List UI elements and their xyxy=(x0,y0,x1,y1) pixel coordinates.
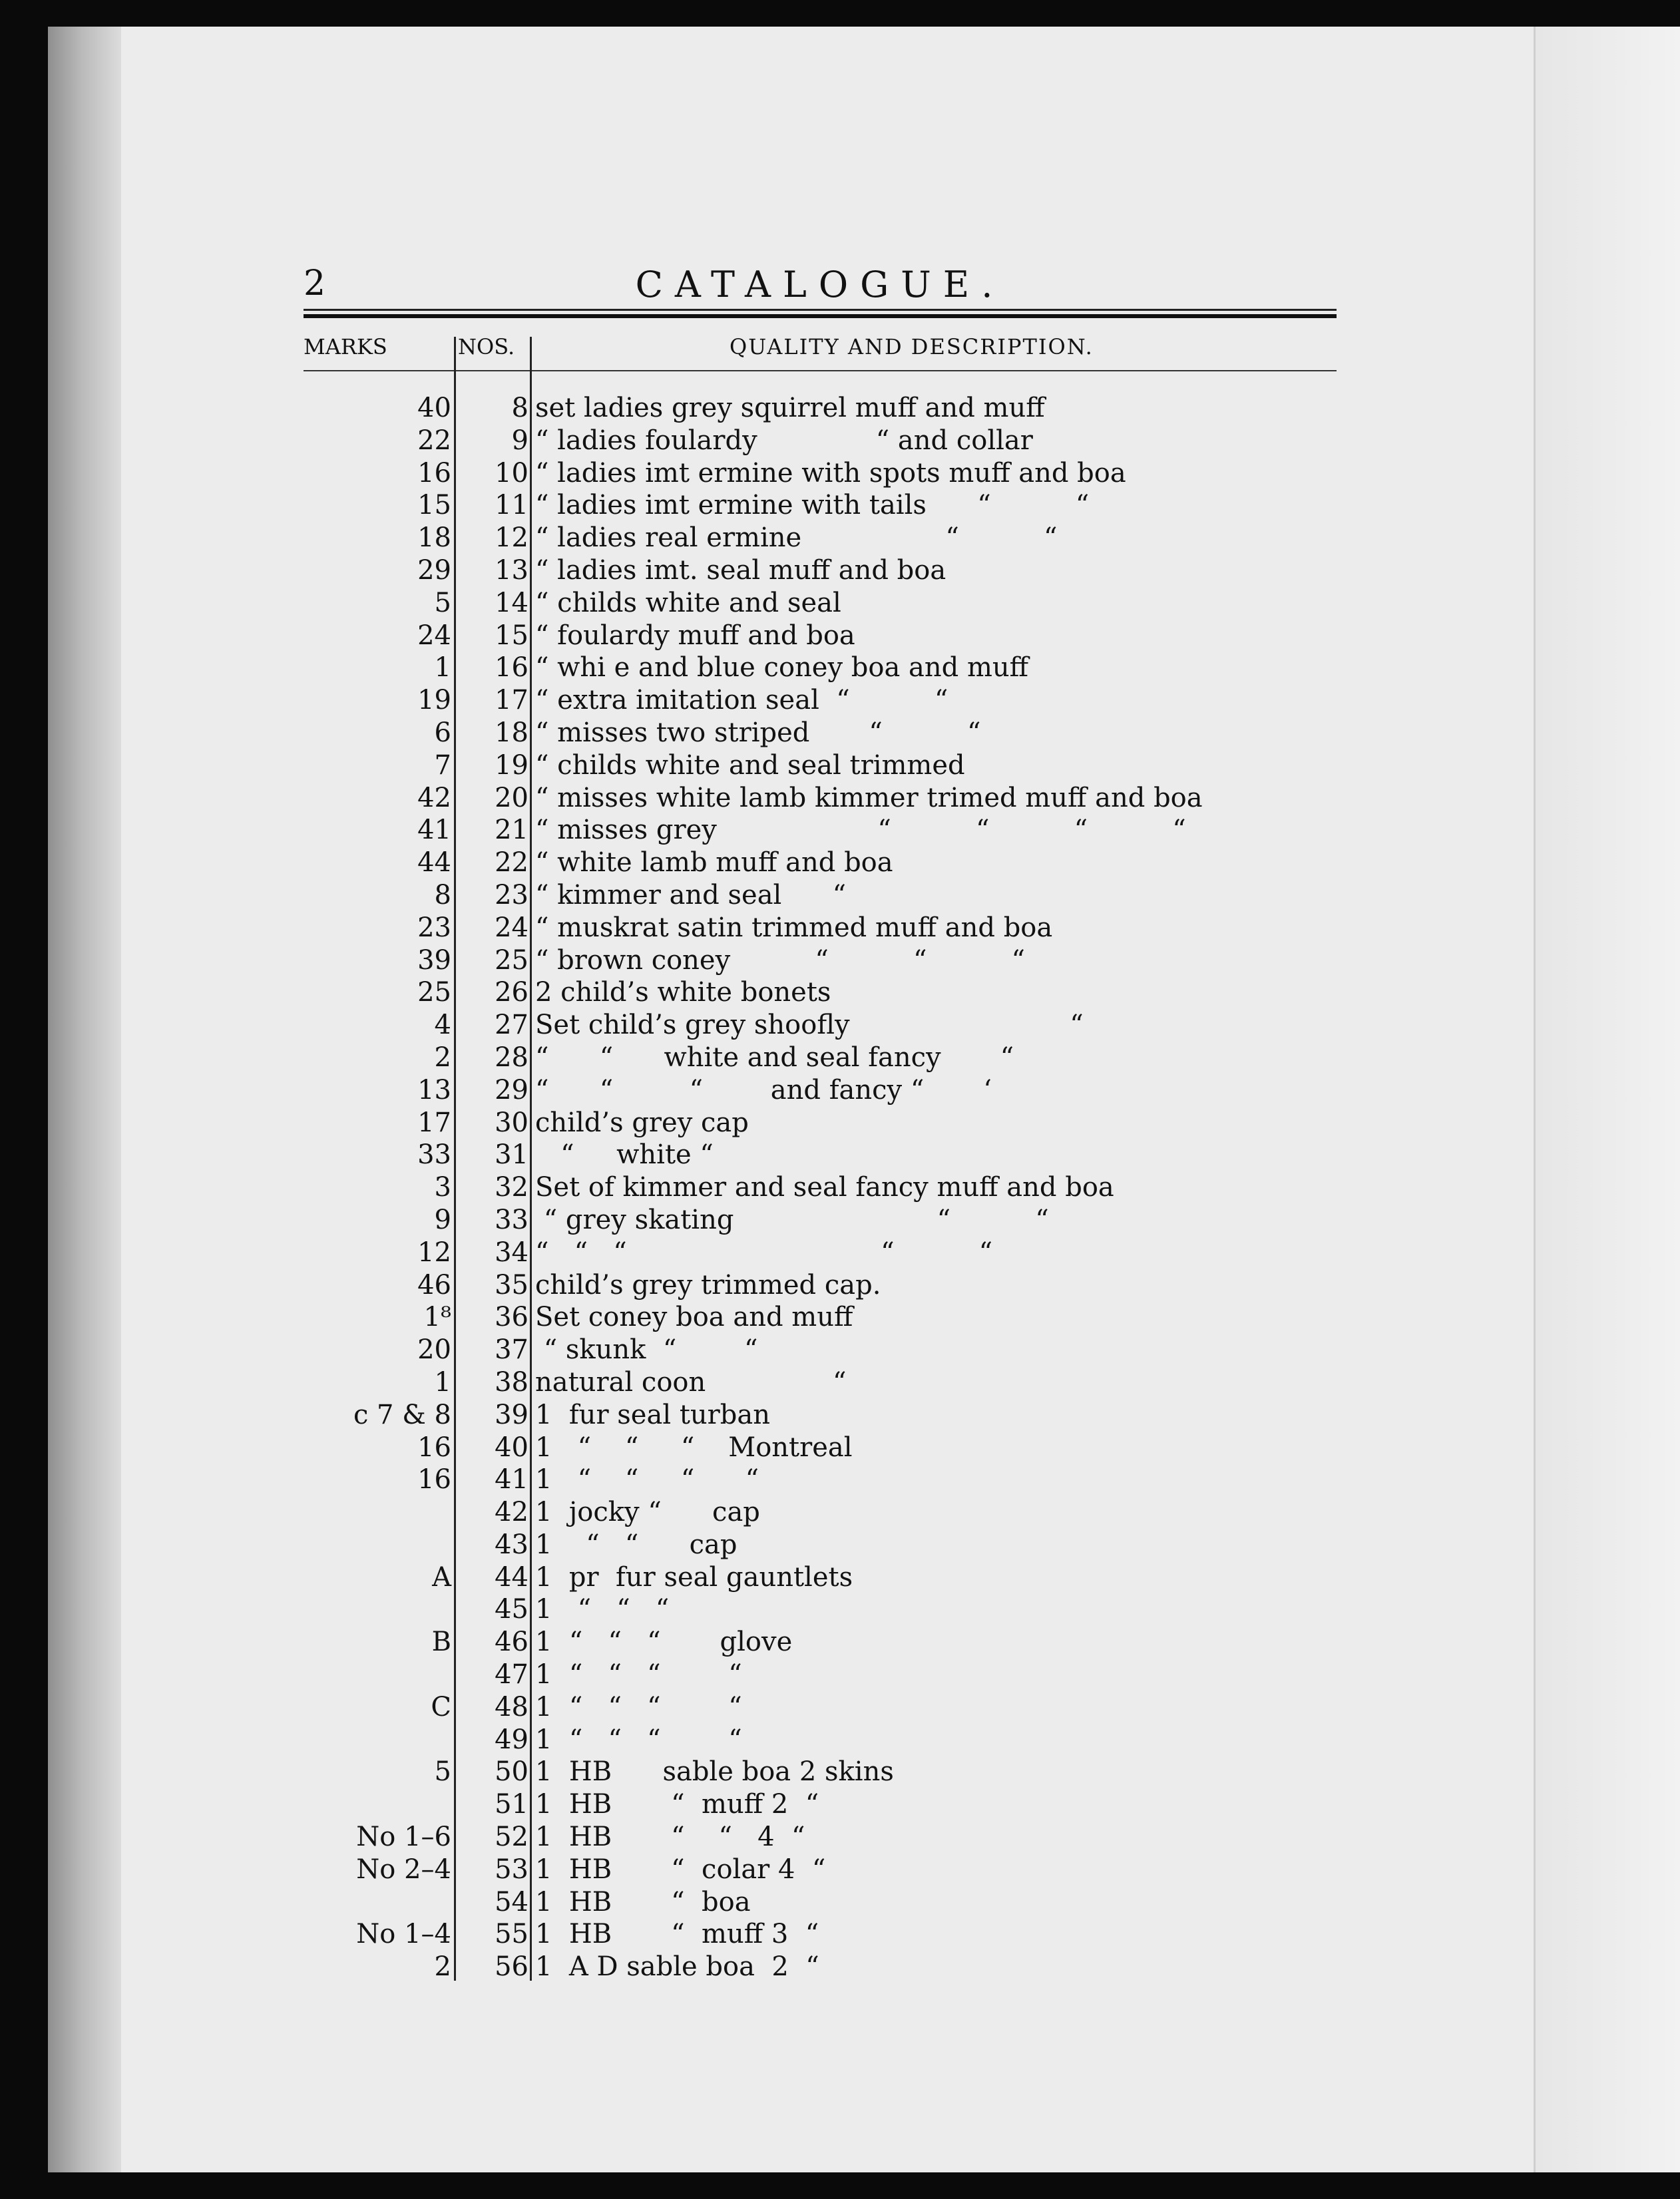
row-mark: 1 xyxy=(434,652,451,684)
table-row xyxy=(304,620,1337,652)
header-rule-thin xyxy=(304,309,1337,311)
row-description: “ foulardy muff and boa xyxy=(535,620,855,651)
row-number: 40 xyxy=(495,1432,528,1463)
table-row xyxy=(304,1854,1337,1886)
table-row xyxy=(304,1074,1337,1107)
row-description: “ ladies foulardy “ and collar xyxy=(535,425,1033,456)
page-number: 2 xyxy=(304,264,326,303)
row-mark: 7 xyxy=(434,749,451,781)
row-description: 1 “ “ “ “ xyxy=(535,1691,742,1722)
row-mark: 42 xyxy=(417,782,451,813)
row-number: 55 xyxy=(495,1919,528,1950)
row-description: “ ladies imt. seal muff and boa xyxy=(535,554,946,586)
page-binding-shadow xyxy=(48,27,121,2172)
row-description: 1 HB “ boa xyxy=(535,1886,751,1917)
row-description: “ misses white lamb kimmer trimed muff and boa xyxy=(535,782,1203,813)
row-description: 1 HB “ muff 2 “ xyxy=(535,1789,819,1820)
row-number: 36 xyxy=(495,1302,528,1333)
row-mark: 16 xyxy=(417,457,451,489)
row-number: 19 xyxy=(495,749,528,781)
row-description: “ skunk “ “ xyxy=(535,1334,758,1366)
row-number: 25 xyxy=(495,944,528,976)
row-number: 12 xyxy=(495,522,528,554)
row-mark: 40 xyxy=(417,393,451,423)
table-row xyxy=(304,1301,1337,1334)
row-mark: 23 xyxy=(417,912,451,943)
row-mark: 1 xyxy=(434,1366,451,1398)
table-row xyxy=(304,1107,1337,1139)
row-number: 35 xyxy=(495,1269,528,1300)
row-description: “ whi e and blue coney boa and muff xyxy=(535,652,1029,684)
row-mark: 12 xyxy=(417,1237,451,1268)
row-mark: No 1–6 xyxy=(356,1822,451,1853)
row-description: “ brown coney “ “ “ xyxy=(535,944,1025,976)
row-description: 1 HB “ muff 3 “ xyxy=(535,1919,819,1950)
row-description: set ladies grey squirrel muff and muff xyxy=(535,393,1045,423)
row-number: 51 xyxy=(495,1789,528,1820)
row-description: “ “ white and seal fancy “ xyxy=(535,1042,1014,1073)
table-row xyxy=(304,1269,1337,1302)
row-description: “ misses two striped “ “ xyxy=(535,717,981,748)
table-row xyxy=(304,1204,1337,1237)
row-description: “ extra imitation seal “ “ xyxy=(535,685,948,716)
row-mark: 46 xyxy=(417,1269,451,1300)
row-number: 52 xyxy=(495,1822,528,1853)
row-number: 44 xyxy=(495,1561,528,1593)
row-number: 29 xyxy=(495,1074,528,1105)
row-mark: 16 xyxy=(417,1464,451,1496)
row-number: 20 xyxy=(495,782,528,813)
row-description: 1 HB sable boa 2 skins xyxy=(535,1756,894,1788)
row-description: Set coney boa and muff xyxy=(535,1302,853,1333)
row-number: 16 xyxy=(495,652,528,684)
table-row xyxy=(304,1918,1337,1951)
row-description: “ white lamb muff and boa xyxy=(535,847,893,879)
running-header xyxy=(304,264,1337,306)
table-row xyxy=(304,847,1337,879)
row-description: Set child’s grey shoofly “ xyxy=(535,1010,1084,1041)
row-mark: 22 xyxy=(417,425,451,456)
row-description: “ “ “ and fancy “ ‘ xyxy=(535,1074,992,1105)
catalogue-table xyxy=(304,392,1337,1983)
table-row xyxy=(304,489,1337,522)
header-rule-thick xyxy=(304,314,1337,318)
row-description: 1 jocky “ cap xyxy=(535,1497,760,1528)
row-description: natural coon “ xyxy=(535,1366,847,1398)
row-number: 13 xyxy=(495,554,528,586)
column-headers xyxy=(304,334,1337,365)
column-header-description: QUALITY AND DESCRIPTION. xyxy=(730,334,1094,359)
row-description: 1 “ “ “ “ xyxy=(535,1724,742,1755)
table-row xyxy=(304,1042,1337,1074)
row-description: 1 A D sable boa 2 “ xyxy=(535,1951,819,1983)
row-mark: 19 xyxy=(417,685,451,716)
row-description: 1 “ “ “ “ xyxy=(535,1464,759,1496)
table-row xyxy=(304,912,1337,944)
table-row xyxy=(304,782,1337,815)
row-description: “ ladies imt ermine with tails “ “ xyxy=(535,490,1090,521)
table-row xyxy=(304,1724,1337,1756)
row-mark: 13 xyxy=(417,1074,451,1105)
row-description: “ grey skating “ “ xyxy=(535,1204,1049,1235)
row-number: 27 xyxy=(495,1010,528,1041)
row-description: 1 fur seal turban xyxy=(535,1399,771,1430)
column-header-nos: NOS. xyxy=(458,334,515,359)
row-number: 42 xyxy=(495,1497,528,1528)
row-number: 46 xyxy=(495,1627,528,1658)
column-header-rule xyxy=(304,370,1337,371)
table-row xyxy=(304,976,1337,1009)
table-row xyxy=(304,717,1337,749)
table-row xyxy=(304,814,1337,847)
row-mark: 20 xyxy=(417,1334,451,1366)
table-row xyxy=(304,1788,1337,1821)
row-number: 50 xyxy=(495,1756,528,1788)
row-mark: 18 xyxy=(417,522,451,554)
row-description: child’s grey trimmed cap. xyxy=(535,1269,881,1300)
table-row xyxy=(304,1009,1337,1042)
row-description: “ ladies imt ermine with spots muff and boa xyxy=(535,457,1126,489)
row-description: “ white “ xyxy=(535,1139,714,1171)
column-header-marks: MARKS xyxy=(304,334,387,359)
row-number: 26 xyxy=(495,977,528,1008)
row-number: 53 xyxy=(495,1854,528,1885)
table-row xyxy=(304,1399,1337,1432)
row-description: Set of kimmer and seal fancy muff and boa xyxy=(535,1172,1114,1203)
running-title: CATALOGUE. xyxy=(635,264,1005,305)
row-description: 1 “ “ “ xyxy=(535,1594,670,1625)
row-mark: 5 xyxy=(434,587,451,618)
row-number: 22 xyxy=(495,847,528,879)
table-row xyxy=(304,1886,1337,1919)
table-row xyxy=(304,587,1337,620)
row-description: “ muskrat satin trimmed muff and boa xyxy=(535,912,1053,943)
row-mark: C xyxy=(431,1691,451,1722)
table-row xyxy=(304,1432,1337,1464)
row-number: 47 xyxy=(495,1659,528,1691)
row-description: 1 “ “ “ glove xyxy=(535,1627,793,1658)
row-description: “ childs white and seal trimmed xyxy=(535,749,965,781)
row-description: 1 “ “ “ Montreal xyxy=(535,1432,853,1463)
row-mark: 39 xyxy=(417,944,451,976)
row-number: 34 xyxy=(495,1237,528,1268)
row-number: 24 xyxy=(495,912,528,943)
table-row xyxy=(304,1593,1337,1626)
row-mark: 5 xyxy=(434,1756,451,1788)
row-mark: 1⁸ xyxy=(423,1302,451,1333)
table-row xyxy=(304,1561,1337,1594)
table-row xyxy=(304,749,1337,782)
row-description: 1 “ “ “ “ xyxy=(535,1659,742,1691)
row-mark: No 2–4 xyxy=(356,1854,451,1885)
table-row xyxy=(304,1659,1337,1691)
table-row xyxy=(304,1529,1337,1561)
row-number: 18 xyxy=(495,717,528,748)
table-row xyxy=(304,457,1337,490)
row-mark: 2 xyxy=(434,1042,451,1073)
row-number: 33 xyxy=(495,1204,528,1235)
row-number: 14 xyxy=(495,587,528,618)
table-row xyxy=(304,1171,1337,1204)
row-number: 38 xyxy=(495,1366,528,1398)
table-row xyxy=(304,944,1337,977)
table-row xyxy=(304,1821,1337,1854)
row-number: 8 xyxy=(511,393,528,423)
row-number: 15 xyxy=(495,620,528,651)
row-mark: B xyxy=(431,1627,451,1658)
table-row xyxy=(304,652,1337,684)
row-number: 43 xyxy=(495,1529,528,1560)
row-description: 1 pr fur seal gauntlets xyxy=(535,1561,853,1593)
row-mark: A xyxy=(432,1561,451,1593)
row-number: 10 xyxy=(495,457,528,489)
row-number: 28 xyxy=(495,1042,528,1073)
row-number: 11 xyxy=(495,490,528,521)
table-row xyxy=(304,1237,1337,1269)
table-row xyxy=(304,1951,1337,1983)
table-row xyxy=(304,1334,1337,1366)
row-description: child’s grey cap xyxy=(535,1107,749,1138)
row-mark: 33 xyxy=(417,1139,451,1171)
row-description: 1 “ “ cap xyxy=(535,1529,737,1560)
row-number: 48 xyxy=(495,1691,528,1722)
row-number: 30 xyxy=(495,1107,528,1138)
row-description: “ “ “ “ “ xyxy=(535,1237,993,1268)
table-row xyxy=(304,1366,1337,1399)
table-row xyxy=(304,554,1337,587)
table-row xyxy=(304,1756,1337,1788)
row-number: 54 xyxy=(495,1886,528,1917)
row-mark: 15 xyxy=(417,490,451,521)
row-number: 49 xyxy=(495,1724,528,1755)
table-row xyxy=(304,684,1337,717)
row-number: 31 xyxy=(495,1139,528,1171)
row-description: 1 HB “ colar 4 “ xyxy=(535,1854,826,1885)
row-description: 2 child’s white bonets xyxy=(535,977,831,1008)
table-row xyxy=(304,1139,1337,1171)
row-mark: c 7 & 8 xyxy=(353,1399,451,1430)
row-mark: 17 xyxy=(417,1107,451,1138)
table-row xyxy=(304,879,1337,912)
row-description: “ ladies real ermine “ “ xyxy=(535,522,1058,554)
row-mark: 8 xyxy=(434,879,451,910)
table-row xyxy=(304,522,1337,554)
row-mark: 3 xyxy=(434,1172,451,1203)
table-row xyxy=(304,1691,1337,1724)
row-number: 17 xyxy=(495,685,528,716)
table-row xyxy=(304,425,1337,457)
row-mark: 41 xyxy=(417,815,451,846)
row-number: 56 xyxy=(495,1951,528,1983)
table-row xyxy=(304,1464,1337,1496)
row-mark: 24 xyxy=(417,620,451,651)
row-description: 1 HB “ “ 4 “ xyxy=(535,1822,805,1853)
row-mark: 29 xyxy=(417,554,451,586)
row-mark: 4 xyxy=(434,1010,451,1041)
row-mark: 16 xyxy=(417,1432,451,1463)
row-number: 37 xyxy=(495,1334,528,1366)
row-mark: 25 xyxy=(417,977,451,1008)
row-mark: 2 xyxy=(434,1951,451,1983)
row-number: 23 xyxy=(495,879,528,910)
row-mark: 6 xyxy=(434,717,451,748)
row-number: 32 xyxy=(495,1172,528,1203)
row-number: 9 xyxy=(511,425,528,456)
row-number: 39 xyxy=(495,1399,528,1430)
row-mark: 9 xyxy=(434,1204,451,1235)
table-row xyxy=(304,392,1337,425)
row-mark: 44 xyxy=(417,847,451,879)
page-edge-fold xyxy=(1534,27,1680,2172)
row-mark: No 1–4 xyxy=(356,1919,451,1950)
row-description: “ kimmer and seal “ xyxy=(535,879,847,910)
row-number: 41 xyxy=(495,1464,528,1496)
table-row xyxy=(304,1626,1337,1659)
row-number: 21 xyxy=(495,815,528,846)
table-row xyxy=(304,1496,1337,1529)
row-number: 45 xyxy=(495,1594,528,1625)
row-description: “ childs white and seal xyxy=(535,587,841,618)
row-description: “ misses grey “ “ “ “ xyxy=(535,815,1186,846)
